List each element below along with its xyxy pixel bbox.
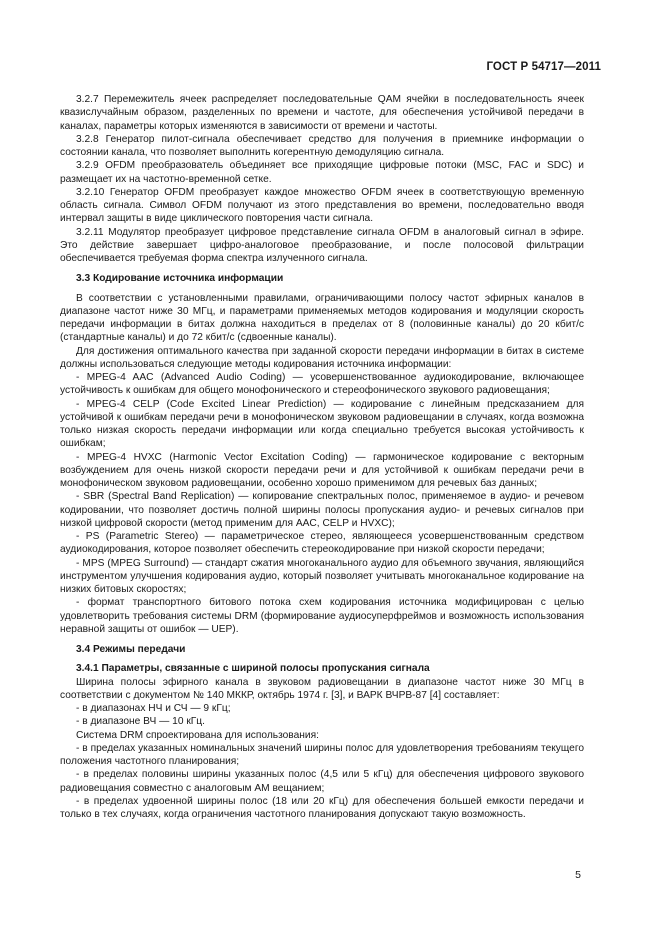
subsection-heading-3-4-1: 3.4.1 Параметры, связанные с шириной полосы пропускания сигнала [76, 663, 430, 675]
paragraph-channel-bandwidth: Ширина полосы эфирного канала в звуковом радиовещании в диапазоне частот ниже 30 МГц в соответствии с документом № 140 МККР, октябрь 1974 г. [3], и ВАРК ВЧРВ-87 [4] составляет: [60, 676, 584, 701]
paragraph-coding-methods-intro: Для достижения оптимального качества при заданной скорости передачи информации в битах в системе должны использоваться следующие методы кодирования источника информации: [60, 345, 584, 370]
list-item-hf: - в диапазоне ВЧ — 10 кГц. [76, 716, 205, 728]
paragraph-3-2-11: 3.2.11 Модулятор преобразует цифровое представление сигнала OFDM в аналоговый сигнал в эфире. Это действие завершает цифро-аналоговое преобразование, и после полосовой фильтрации обеспечивается требуемая форма спектра излученного сигнала. [60, 226, 584, 264]
paragraph-3-2-8: 3.2.8 Генератор пилот-сигнала обеспечивает средство для получения в приемнике информации о состоянии канала, что позволяет выполнить когерентную демодуляцию сигнала. [60, 133, 584, 158]
document-body [60, 93, 584, 821]
paragraph-drm-designed: Система DRM спроектирована для использования: [76, 729, 319, 741]
standard-header: ГОСТ Р 54717—2011 [486, 61, 601, 73]
page-number: 5 [575, 869, 581, 881]
list-item-celp: - MPEG-4 CELP (Code Excited Linear Prediction) — кодирование с линейным предсказанием для устойчивой к ошибкам передачи речи в монофоническом звуковом радиовещании в случаях, когда возможна только низкая скорость передачи информации или когда специально требуется высокая устойчивость к ошибкам; [60, 398, 584, 450]
list-item-sbr: - SBR (Spectral Band Replication) — копирование спектральных полос, применяемое в аудио- и речевом кодировании, что позволяет достичь полной ширины полосы пропускания аудио- и речевых сигналов при низкой цифровой скорости (метод применим для AAC, CELP и HVXC); [60, 491, 584, 529]
list-item-double-bandwidth: - в пределах удвоенной ширины полос (18 или 20 кГц) для обеспечения большей емкости передачи и только в тех случаях, когда ограничения частотного планирования допускают такую возможность. [60, 795, 584, 820]
list-item-lf-mf: - в диапазонах НЧ и СЧ — 9 кГц; [76, 703, 231, 714]
paragraph-bitrate-limits: В соответствии с установленными правилами, ограничивающими полосу частот эфирных каналов в диапазоне частот ниже 30 МГц, и параметрами применяемых методов кодирования и модуляции скорость передачи информации в битах должна находиться в пределах от 8 (половинные каналы) до 20 кбит/с (стандартные каналы) и до 72 кбит/с (сдвоенные каналы). [60, 292, 584, 344]
paragraph-3-2-9: 3.2.9 OFDM преобразователь объединяет все приходящие цифровые потоки (MSC, FAC и SDC) и размещает их на частотно-временной сетке. [60, 160, 584, 185]
section-heading-3-3: 3.3 Кодирование источника информации [76, 273, 284, 285]
paragraph-3-2-10: 3.2.10 Генератор OFDM преобразует каждое множество OFDM ячеек в соответствующую временную область сигнала. Символ OFDM получают из этого представления во времени, последовательно вводя интервал защиты в виде циклического повторения части сигнала. [60, 186, 584, 225]
list-item-transport-format: - формат транспортного битового потока схем кодирования источника модифицирован с целью удовлетворить требования системы DRM (формирование аудиосуперфреймов и возможность использования неравной защиты от ошибок — UEP). [60, 597, 584, 635]
list-item-hvxc: - MPEG-4 HVXC (Harmonic Vector Excitation Coding) — гармоническое кодирование с векторным возбуждением для очень низкой скорости передачи речи и для устойчивой к ошибкам передачи речи в монофоническом звуковом радиовещании, особенно хорошо применимом для речевых баз данных; [60, 451, 584, 489]
section-heading-3-4: 3.4 Режимы передачи [76, 644, 186, 655]
paragraph-3-2-7: 3.2.7 Перемежитель ячеек распределяет последовательные QAM ячейки в последовательность ячеек квазислучайным образом, разделенных по времени и частоте, для обеспечения устойчивой передачи в каналах, параметры которых изменяются в зависимости от времени и частоты. [60, 94, 584, 132]
list-item-ps: - PS (Parametric Stereo) — параметрическое стерео, являющееся усовершенствованным средством аудиокодирования, которое позволяет обеспечить стереокодирование при низкой скорости передачи; [60, 531, 584, 556]
list-item-mps: - MPS (MPEG Surround) — стандарт сжатия многоканального аудио для объемного звучания, являющийся инструментом улучшения кодирования аудио, который позволяет учитывать многоканальное кодирование на низких битовых скоростях; [60, 557, 584, 595]
list-item-aac: - MPEG-4 AAC (Advanced Audio Coding) — усовершенствованное аудиокодирование, включающее устойчивость к ошибкам для общего монофонического и стереофонического звукового радиовещания; [60, 372, 584, 397]
list-item-nominal-bandwidth: - в пределах указанных номинальных значений ширины полос для удовлетворения требованиям текущего положения частотного планирования; [60, 742, 584, 767]
list-item-half-bandwidth: - в пределах половины ширины указанных полос (4,5 или 5 кГц) для обеспечения цифрового звукового радиовещания совместно с аналоговым АМ вещанием; [60, 769, 584, 794]
